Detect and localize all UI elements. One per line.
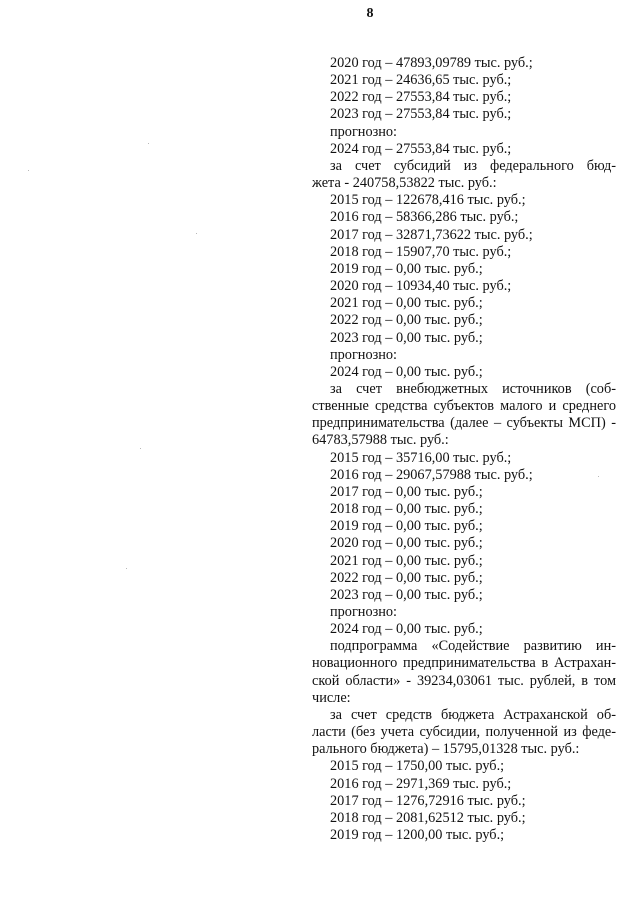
- text-line: 2018 год – 15907,70 тыс. руб.;: [330, 243, 512, 260]
- text-line: 2018 год – 0,00 тыс. руб.;: [330, 501, 483, 518]
- text-line: 2015 год – 35716,00 тыс. руб.;: [330, 449, 512, 466]
- text-line: 2016 год – 58366,286 тыс. руб.;: [330, 209, 519, 226]
- text-line: 2022 год – 0,00 тыс. руб.;: [330, 569, 483, 586]
- text-line: новационного предпринимательства в Астрахан-: [312, 655, 616, 672]
- page-number: 8: [366, 6, 374, 21]
- text-line: 2021 год – 24636,65 тыс. руб.;: [330, 72, 512, 89]
- text-line: 2015 год – 122678,416 тыс. руб.;: [330, 192, 526, 209]
- scan-speck: [140, 448, 141, 449]
- text-line: 2024 год – 0,00 тыс. руб.;: [330, 363, 483, 380]
- text-line: 2024 год – 27553,84 тыс. руб.;: [330, 140, 512, 157]
- text-line: 2022 год – 27553,84 тыс. руб.;: [330, 89, 512, 106]
- text-line: 2023 год – 0,00 тыс. руб.;: [330, 329, 483, 346]
- text-line: за счет средств бюджета Астраханской об-: [330, 706, 616, 723]
- text-line: 64783,57988 тыс. руб.:: [312, 432, 449, 449]
- text-line: 2020 год – 0,00 тыс. руб.;: [330, 535, 483, 552]
- scan-speck: [196, 233, 197, 234]
- scan-speck: [126, 568, 127, 569]
- text-line: ской области» - 39234,03061 тыс. рублей, в том: [312, 672, 616, 689]
- text-line: 2018 год – 2081,62512 тыс. руб.;: [330, 809, 526, 826]
- text-line: числе:: [312, 689, 351, 706]
- text-line: жета - 240758,53822 тыс. руб.:: [312, 175, 497, 192]
- text-line: подпрограмма «Содействие развитию ин-: [330, 638, 616, 655]
- text-line: 2021 год – 0,00 тыс. руб.;: [330, 552, 483, 569]
- text-line: 2017 год – 1276,72916 тыс. руб.;: [330, 792, 526, 809]
- text-line: 2019 год – 1200,00 тыс. руб.;: [330, 827, 505, 844]
- scan-speck: [28, 170, 29, 171]
- text-line: рального бюджета) – 15795,01328 тыс. руб.:: [312, 741, 580, 758]
- text-line: за счет субсидий из федерального бюд-: [330, 157, 616, 174]
- text-line: 2022 год – 0,00 тыс. руб.;: [330, 312, 483, 329]
- text-line: 2020 год – 47893,09789 тыс. руб.;: [330, 55, 533, 71]
- text-line: 2016 год – 2971,369 тыс. руб.;: [330, 775, 512, 792]
- text-line: 2021 год – 0,00 тыс. руб.;: [330, 295, 483, 312]
- text-line: 2019 год – 0,00 тыс. руб.;: [330, 518, 483, 535]
- text-line: предпринимательства (далее – субъекты МСП) -: [312, 415, 616, 432]
- text-line: 2023 год – 27553,84 тыс. руб.;: [330, 106, 512, 123]
- text-line: 2017 год – 0,00 тыс. руб.;: [330, 483, 483, 500]
- scan-speck: [148, 143, 149, 144]
- text-line: 2023 год – 0,00 тыс. руб.;: [330, 586, 483, 603]
- scan-speck: [598, 476, 599, 477]
- text-line: прогнозно:: [330, 346, 398, 363]
- document-body: [312, 55, 616, 844]
- text-line: ственные средства субъектов малого и среднего: [312, 398, 616, 415]
- text-line: 2024 год – 0,00 тыс. руб.;: [330, 621, 483, 638]
- text-line: 2019 год – 0,00 тыс. руб.;: [330, 260, 483, 277]
- text-line: 2017 год – 32871,73622 тыс. руб.;: [330, 226, 533, 243]
- text-line: 2016 год – 29067,57988 тыс. руб.;: [330, 466, 533, 483]
- text-line: прогнозно:: [330, 604, 398, 620]
- text-line: за счет внебюджетных источников (соб-: [330, 380, 616, 397]
- text-line: 2015 год – 1750,00 тыс. руб.;: [330, 758, 505, 775]
- text-line: 2020 год – 10934,40 тыс. руб.;: [330, 278, 512, 295]
- text-line: прогнозно:: [330, 123, 398, 140]
- text-line: ласти (без учета субсидии, полученной из феде-: [312, 724, 616, 741]
